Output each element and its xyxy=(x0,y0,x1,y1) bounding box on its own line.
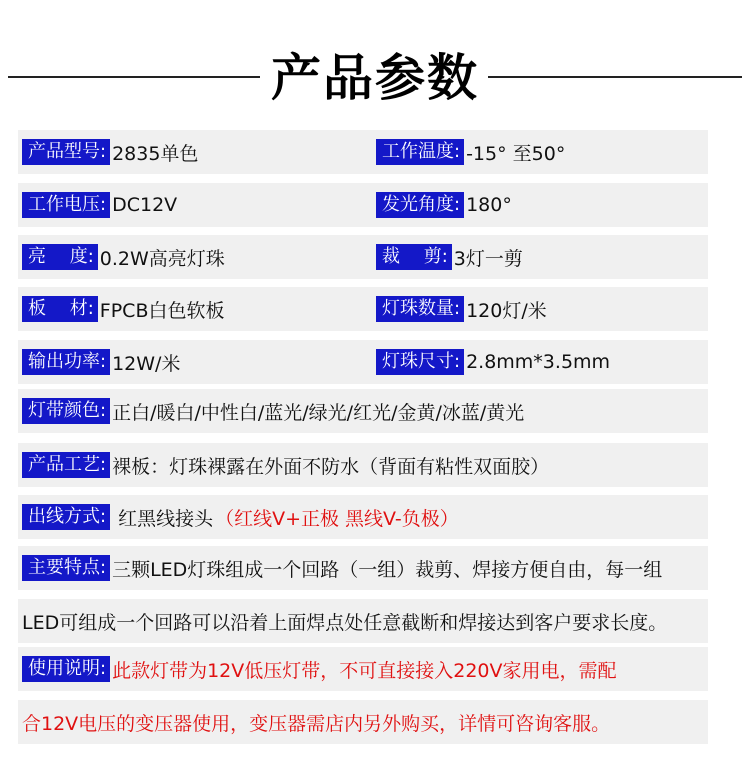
spec-voltage xyxy=(18,183,353,227)
spec-row-1 xyxy=(18,130,708,174)
spec-value: DC12V xyxy=(112,194,178,216)
spec-row-3 xyxy=(18,235,708,279)
spec-row-features xyxy=(18,546,708,590)
spec-wiring xyxy=(18,495,708,539)
spec-features xyxy=(18,546,708,590)
spec-value: 2835单色 xyxy=(112,142,199,165)
title-area xyxy=(0,30,750,110)
title-divider-right xyxy=(488,76,742,78)
spec-value: 三颗LED灯珠组成一个回路（一组）裁剪、焊接方便自由，每一组 xyxy=(112,558,663,581)
spec-cut xyxy=(372,235,708,279)
spec-value: 0.2W高亮灯珠 xyxy=(99,247,225,270)
spec-value: 裸板：灯珠裸露在外面不防水（背面有粘性双面胶） xyxy=(112,455,550,478)
spec-led-size xyxy=(372,340,708,384)
spec-value-continuation: LED可组成一个回路可以沿着上面焊点处任意截断和焊接达到客户要求长度。 xyxy=(22,611,668,634)
usage-warning: 此款灯带为12V低压灯带，不可直接接入220V家用电，需配 xyxy=(112,659,617,682)
wiring-polarity-note: （红线V+正极 黑线V-负极） xyxy=(215,507,459,530)
spec-usage xyxy=(18,647,708,691)
spec-label: 工作温度: xyxy=(376,139,464,165)
spec-model xyxy=(18,130,353,174)
spec-label: 主要特点: xyxy=(22,555,110,581)
spec-value: 红黑线接头 xyxy=(118,507,214,530)
spec-row-5 xyxy=(18,340,708,384)
spec-label: 输出功率: xyxy=(22,349,110,375)
spec-label: 出线方式: xyxy=(22,504,110,530)
spec-label: 工作电压: xyxy=(22,192,110,218)
spec-label: 产品工艺: xyxy=(22,452,110,478)
features-continuation xyxy=(18,599,708,643)
spec-light-color xyxy=(18,389,708,433)
usage-continuation xyxy=(18,700,708,744)
spec-row-4 xyxy=(18,287,708,331)
spec-label: 裁 剪: xyxy=(376,244,452,270)
spec-label: 灯带颜色: xyxy=(22,398,110,424)
spec-row-2 xyxy=(18,183,708,227)
spec-process xyxy=(18,443,708,487)
spec-temperature xyxy=(372,130,708,174)
spec-beam-angle xyxy=(372,183,708,227)
spec-label: 使用说明: xyxy=(22,656,110,682)
spec-value: 12W/米 xyxy=(112,352,181,375)
title-divider-left xyxy=(8,76,260,78)
spec-row-usage-continued xyxy=(18,700,708,744)
spec-label: 产品型号: xyxy=(22,139,110,165)
spec-board xyxy=(18,287,353,331)
spec-row-color xyxy=(18,389,708,433)
spec-brightness xyxy=(18,235,353,279)
page-title: 产品参数 xyxy=(271,49,479,107)
spec-value: FPCB白色软板 xyxy=(99,299,225,322)
spec-row-usage xyxy=(18,647,708,691)
spec-label: 板 材: xyxy=(22,296,98,322)
spec-value: 2.8mm*3.5mm xyxy=(466,351,611,373)
spec-label: 灯珠尺寸: xyxy=(376,349,464,375)
spec-value: -15° 至50° xyxy=(466,142,566,165)
spec-label: 发光角度: xyxy=(376,192,464,218)
usage-warning-continuation: 合12V电压的变压器使用，变压器需店内另外购买，详情可咨询客服。 xyxy=(22,712,611,735)
spec-value: 120灯/米 xyxy=(466,299,547,322)
spec-row-process xyxy=(18,443,708,487)
spec-label: 亮 度: xyxy=(22,244,98,270)
spec-led-count xyxy=(372,287,708,331)
spec-value: 正白/暖白/中性白/蓝光/绿光/红光/金黄/冰蓝/黄光 xyxy=(112,401,525,424)
spec-row-wiring xyxy=(18,495,708,539)
spec-label: 灯珠数量: xyxy=(376,296,464,322)
spec-value: 3灯一剪 xyxy=(453,247,523,270)
spec-value: 180° xyxy=(466,194,512,216)
spec-power xyxy=(18,340,353,384)
spec-row-features-continued xyxy=(18,599,708,643)
